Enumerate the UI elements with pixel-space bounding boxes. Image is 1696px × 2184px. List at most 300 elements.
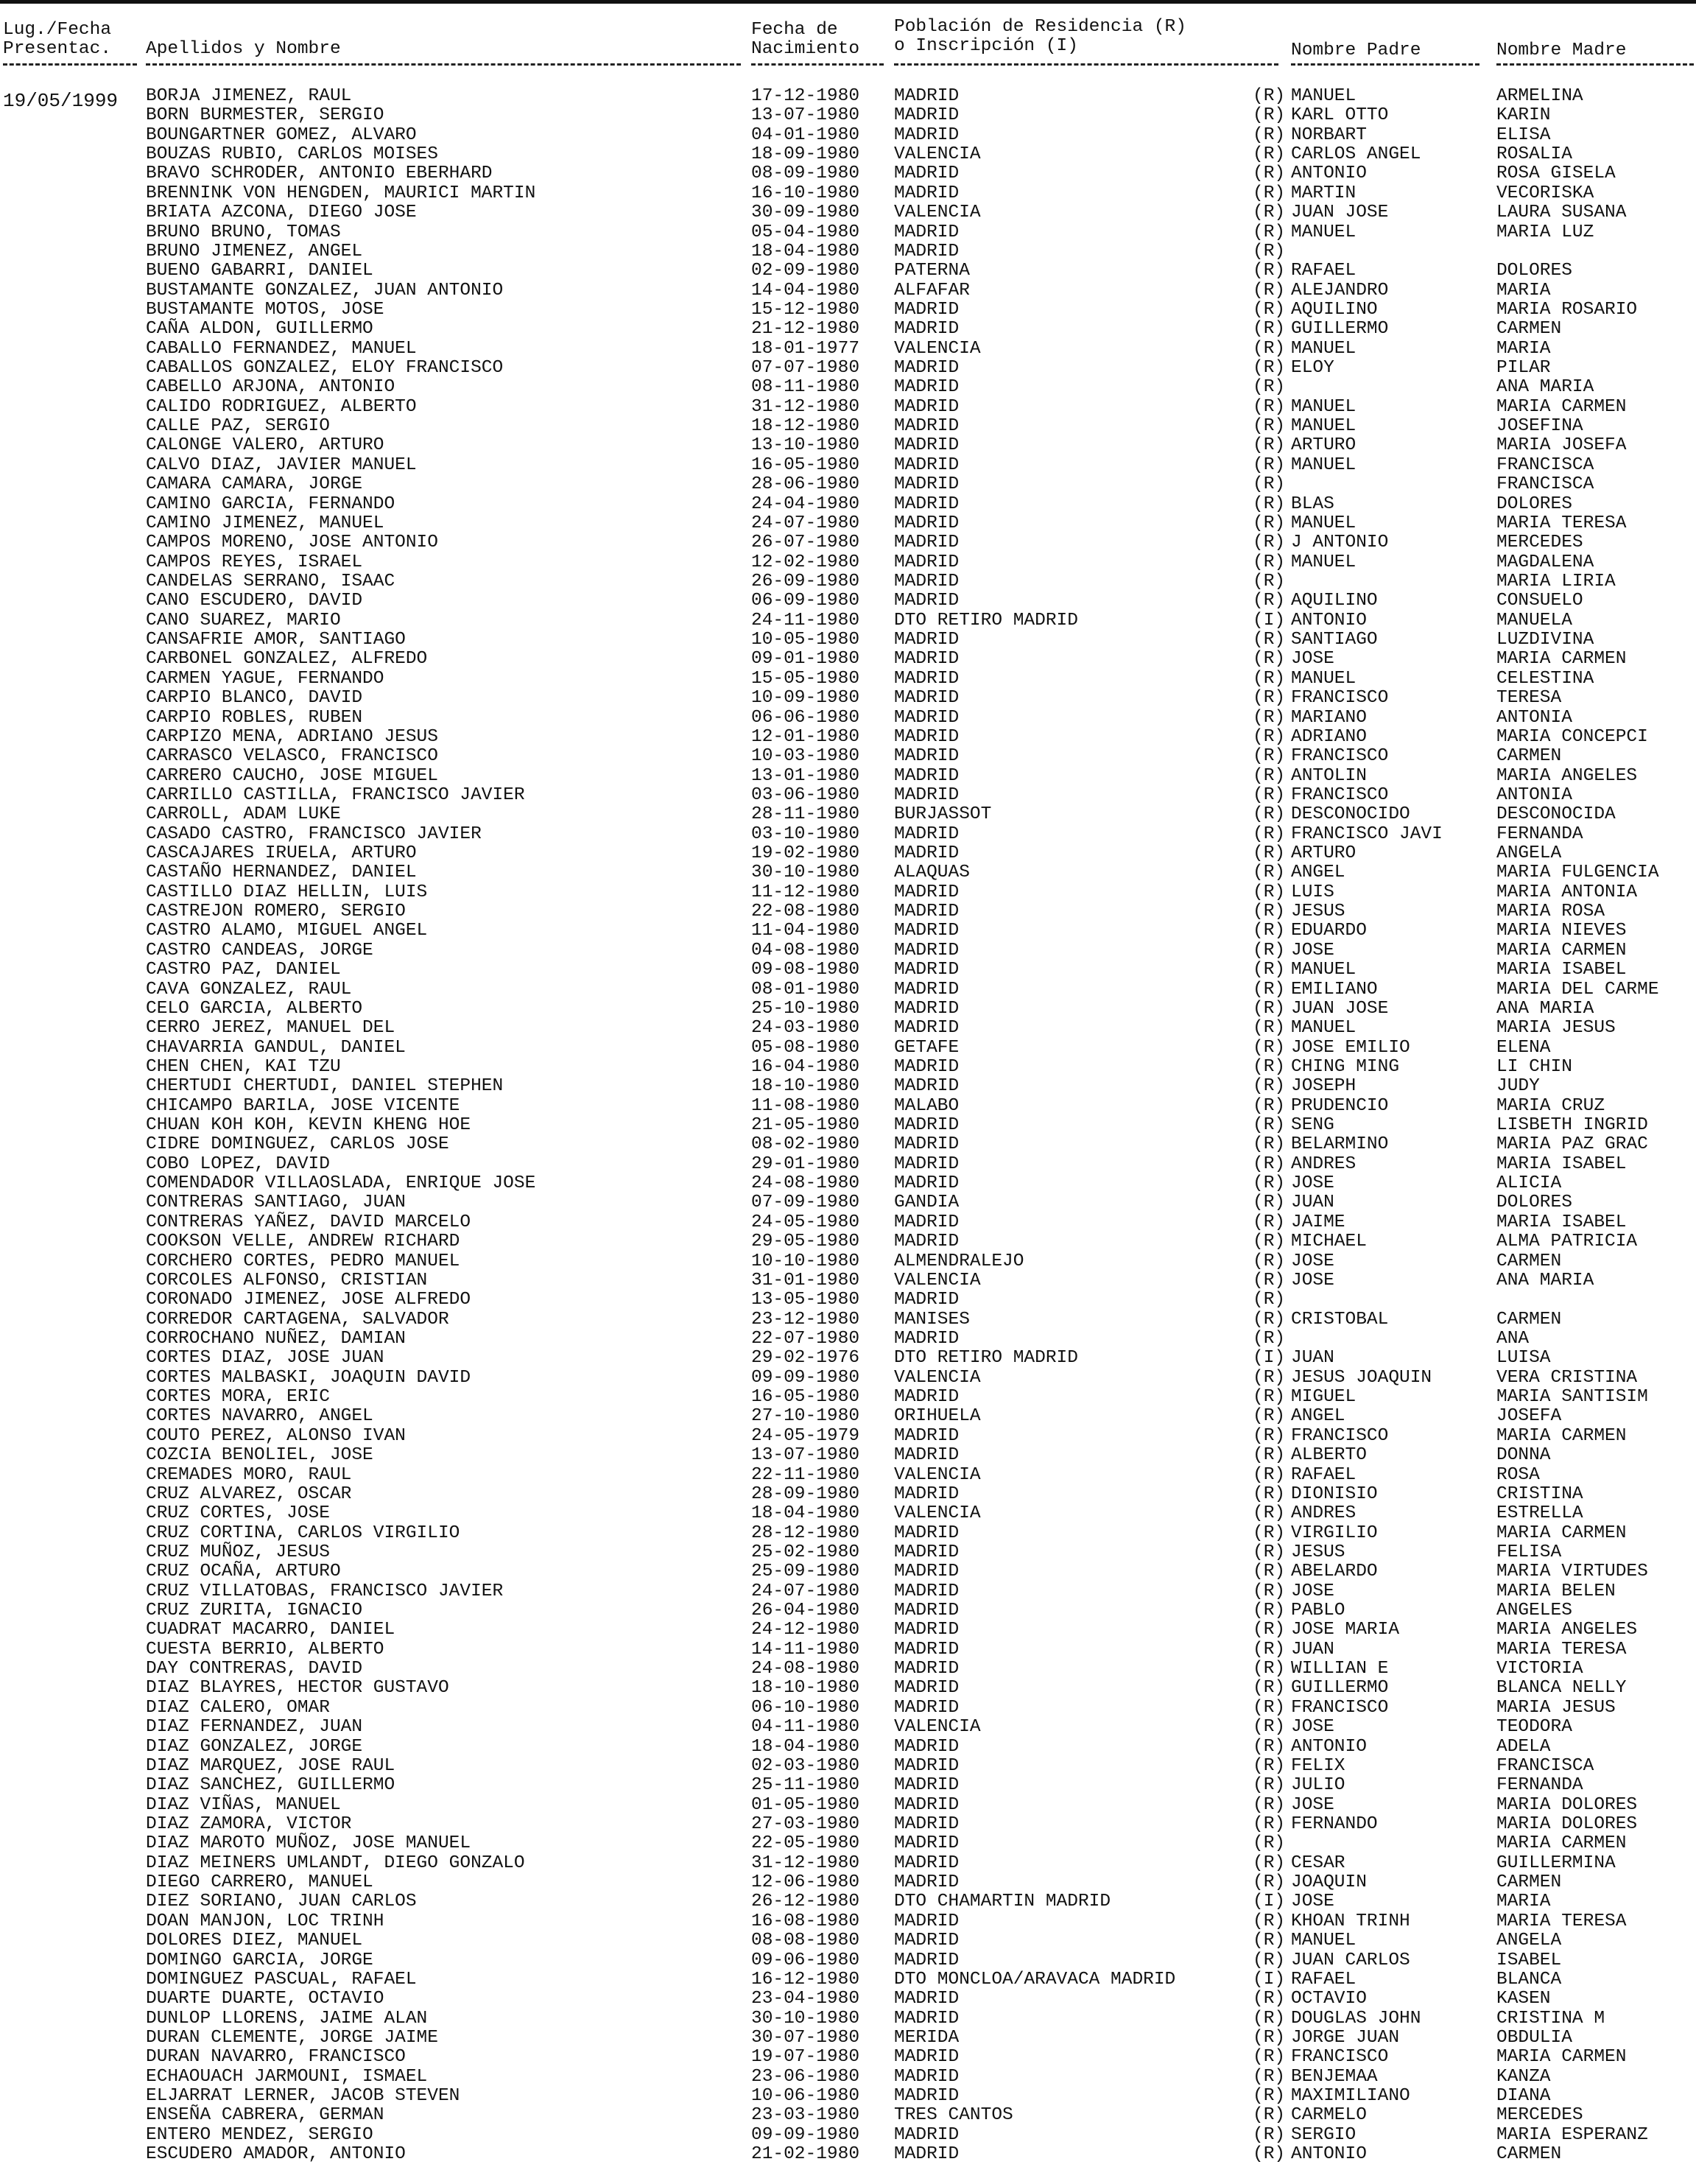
place-cell: MADRID [894, 1931, 960, 1951]
table-row [0, 1524, 1696, 1543]
table-row [0, 320, 1696, 339]
birth-date-cell: 31-01-1980 [751, 1270, 860, 1291]
residence-type-cell: (R) [1253, 1659, 1286, 1679]
residence-type-cell: (R) [1253, 804, 1286, 825]
dash-father [1291, 63, 1479, 66]
full-name-cell: DIAZ MARQUEZ, JOSE RAUL [146, 1755, 395, 1776]
place-cell: ALMENDRALEJO [894, 1251, 1024, 1271]
residence-type-cell: (R) [1253, 1251, 1286, 1271]
father-name-cell: MANUEL [1291, 552, 1357, 572]
table-row [0, 1291, 1696, 1310]
place-cell: MADRID [894, 1387, 960, 1408]
residence-type-cell: (R) [1253, 377, 1286, 398]
father-name-cell: ANDRES [1291, 1503, 1357, 1524]
father-name-cell: KARL OTTO [1291, 105, 1389, 126]
mother-name-cell: ALMA PATRICIA [1496, 1232, 1638, 1252]
birth-date-cell: 25-02-1980 [751, 1542, 860, 1562]
father-name-cell: ARTURO [1291, 435, 1357, 456]
place-cell: MADRID [894, 1697, 960, 1718]
residence-type-cell: (R) [1253, 746, 1286, 767]
father-name-cell: AQUILINO [1291, 591, 1378, 611]
mother-name-cell: OBDULIA [1496, 2027, 1572, 2048]
father-name-cell: MAXIMILIANO [1291, 2086, 1410, 2107]
birth-date-cell: 02-09-1980 [751, 261, 860, 281]
mother-name-cell: MARIA CARMEN [1496, 1833, 1627, 1854]
place-cell: MADRID [894, 1833, 960, 1854]
mother-name-cell: MARIA DOLORES [1496, 1813, 1638, 1834]
father-name-cell: MANUEL [1291, 86, 1357, 106]
father-name-cell: FRANCISCO [1291, 2047, 1389, 2068]
residence-type-cell: (R) [1253, 1813, 1286, 1834]
mother-name-cell: KANZA [1496, 2066, 1551, 2087]
father-name-cell: RAFAEL [1291, 1969, 1357, 1990]
mother-name-cell: DOLORES [1496, 261, 1572, 281]
residence-type-cell: (R) [1253, 1581, 1286, 1601]
birth-date-cell: 01-05-1980 [751, 1794, 860, 1815]
full-name-cell: CABALLO FERNANDEZ, MANUEL [146, 338, 417, 359]
mother-name-cell: CARMEN [1496, 319, 1562, 340]
father-name-cell: MANUEL [1291, 396, 1357, 417]
table-row [0, 184, 1696, 203]
father-name-cell: MARIANO [1291, 707, 1367, 728]
birth-date-cell: 24-12-1980 [751, 1620, 860, 1640]
mother-name-cell: MARIA DEL CARME [1496, 979, 1659, 1000]
table-row [0, 1504, 1696, 1523]
table-row [0, 941, 1696, 961]
father-name-cell: FRANCISCO JAVI [1291, 824, 1443, 844]
mother-name-cell: MARIA CARMEN [1496, 1425, 1627, 1446]
full-name-cell: BUENO GABARRI, DANIEL [146, 261, 373, 281]
mother-name-cell: CRISTINA [1496, 1483, 1583, 1504]
place-cell: MADRID [894, 979, 960, 1000]
mother-name-cell: DESCONOCIDA [1496, 804, 1616, 825]
full-name-cell: CRUZ MUÑOZ, JESUS [146, 1542, 330, 1562]
father-name-cell: JOSEPH [1291, 1076, 1357, 1097]
residence-type-cell: (R) [1253, 1290, 1286, 1310]
place-cell: MADRID [894, 513, 960, 533]
birth-date-cell: 26-09-1980 [751, 571, 860, 591]
full-name-cell: DIAZ BLAYRES, HECTOR GUSTAVO [146, 1678, 449, 1699]
table-row [0, 514, 1696, 533]
header-father: Nombre Padre [1291, 41, 1421, 60]
table-row [0, 1640, 1696, 1660]
place-cell: MADRID [894, 882, 960, 902]
birth-date-cell: 26-07-1980 [751, 533, 860, 553]
residence-type-cell: (R) [1253, 1523, 1286, 1543]
full-name-cell: DOAN MANJON, LOC TRINH [146, 1911, 384, 1931]
birth-date-cell: 25-11-1980 [751, 1775, 860, 1796]
full-name-cell: BUSTAMANTE MOTOS, JOSE [146, 299, 384, 320]
full-name-cell: DURAN CLEMENTE, JORGE JAIME [146, 2027, 438, 2048]
residence-type-cell: (R) [1253, 1620, 1286, 1640]
birth-date-cell: 24-05-1979 [751, 1425, 860, 1446]
full-name-cell: ECHAOUACH JARMOUNI, ISMAEL [146, 2066, 428, 2087]
birth-date-cell: 10-03-1980 [751, 746, 860, 767]
full-name-cell: DIAZ GONZALEZ, JORGE [146, 1736, 363, 1757]
residence-type-cell: (R) [1253, 824, 1286, 844]
father-name-cell: JUAN CARLOS [1291, 1950, 1410, 1970]
birth-date-cell: 21-02-1980 [751, 2144, 860, 2165]
table-row [0, 475, 1696, 494]
mother-name-cell: MANUELA [1496, 610, 1572, 631]
full-name-cell: CANO ESCUDERO, DAVID [146, 591, 363, 611]
birth-date-cell: 23-06-1980 [751, 2066, 860, 2087]
residence-type-cell: (R) [1253, 998, 1286, 1019]
father-name-cell: SANTIAGO [1291, 630, 1378, 650]
residence-type-cell: (R) [1253, 1989, 1286, 2009]
full-name-cell: COZCIA BENOLIEL, JOSE [146, 1445, 373, 1466]
full-name-cell: CORCOLES ALFONSO, CRISTIAN [146, 1270, 428, 1291]
mother-name-cell: CARMEN [1496, 2144, 1562, 2165]
registry-table [0, 87, 1696, 2164]
full-name-cell: ESCUDERO AMADOR, ANTONIO [146, 2144, 406, 2165]
place-cell: MADRID [894, 416, 960, 437]
place-cell: MADRID [894, 921, 960, 941]
table-row [0, 301, 1696, 320]
father-name-cell: JOSE [1291, 1717, 1334, 1738]
place-cell: MADRID [894, 1134, 960, 1155]
birth-date-cell: 25-09-1980 [751, 1562, 860, 1582]
full-name-cell: CORREDOR CARTAGENA, SALVADOR [146, 1309, 449, 1330]
mother-name-cell: FRANCISCA [1496, 474, 1594, 495]
full-name-cell: CUESTA BERRIO, ALBERTO [146, 1639, 384, 1660]
father-name-cell: MICHAEL [1291, 1232, 1367, 1252]
place-cell: MADRID [894, 299, 960, 320]
mother-name-cell: PILAR [1496, 358, 1551, 379]
table-row [0, 1912, 1696, 1931]
birth-date-cell: 28-06-1980 [751, 474, 860, 495]
father-name-cell: DOUGLAS JOHN [1291, 2008, 1421, 2029]
header-mother: Nombre Madre [1496, 41, 1627, 60]
father-name-cell: ANGEL [1291, 1406, 1345, 1427]
table-row [0, 378, 1696, 397]
presentation-date: 19/05/1999 [3, 90, 119, 112]
place-cell: MADRID [894, 1329, 960, 1349]
birth-date-cell: 24-03-1980 [751, 1018, 860, 1039]
table-row [0, 2009, 1696, 2029]
full-name-cell: CALLE PAZ, SERGIO [146, 416, 330, 437]
father-name-cell: JULIO [1291, 1775, 1345, 1796]
residence-type-cell: (R) [1253, 454, 1286, 475]
father-name-cell: MARTIN [1291, 183, 1357, 203]
father-name-cell: MANUEL [1291, 1931, 1357, 1951]
mother-name-cell: ELISA [1496, 124, 1551, 145]
birth-date-cell: 08-02-1980 [751, 1134, 860, 1155]
mother-name-cell: MARIA JOSEFA [1496, 435, 1627, 456]
mother-name-cell: MARIA ISABEL [1496, 960, 1627, 980]
father-name-cell: ANTONIO [1291, 164, 1367, 184]
full-name-cell: CARRILLO CASTILLA, FRANCISCO JAVIER [146, 784, 525, 805]
table-row [0, 1466, 1696, 1485]
mother-name-cell: MARIA NIEVES [1496, 921, 1627, 941]
full-name-cell: BRENNINK VON HENGDEN, MAURICI MARTIN [146, 183, 536, 203]
mother-name-cell: MARIA ANTONIA [1496, 882, 1638, 902]
residence-type-cell: (R) [1253, 1173, 1286, 1194]
full-name-cell: CASTAÑO HERNANDEZ, DANIEL [146, 863, 417, 883]
full-name-cell: BRAVO SCHRODER, ANTONIO EBERHARD [146, 164, 493, 184]
place-cell: MADRID [894, 1523, 960, 1543]
residence-type-cell: (R) [1253, 416, 1286, 437]
place-cell: MADRID [894, 1056, 960, 1077]
mother-name-cell: ANA MARIA [1496, 377, 1594, 398]
residence-type-cell: (R) [1253, 222, 1286, 242]
mother-name-cell: CARMEN [1496, 1872, 1562, 1893]
residence-type-cell: (R) [1253, 1911, 1286, 1931]
residence-type-cell: (R) [1253, 784, 1286, 805]
place-cell: MALABO [894, 1095, 960, 1116]
mother-name-cell: ANGELA [1496, 843, 1562, 864]
mother-name-cell: ISABEL [1496, 1950, 1562, 1970]
residence-type-cell: (R) [1253, 2086, 1286, 2107]
residence-type-cell: (R) [1253, 299, 1286, 320]
table-row [0, 2048, 1696, 2067]
birth-date-cell: 10-06-1980 [751, 2086, 860, 2107]
mother-name-cell: ANTONIA [1496, 707, 1572, 728]
place-cell: MADRID [894, 183, 960, 203]
place-cell: ALAQUAS [894, 863, 970, 883]
mother-name-cell: MARIA ROSA [1496, 902, 1605, 922]
table-row [0, 1039, 1696, 1058]
mother-name-cell: FERNANDA [1496, 1775, 1583, 1796]
table-row [0, 1135, 1696, 1154]
place-cell: MADRID [894, 1911, 960, 1931]
table-row [0, 164, 1696, 183]
residence-type-cell: (R) [1253, 474, 1286, 495]
residence-type-cell: (R) [1253, 1872, 1286, 1893]
residence-type-cell: (R) [1253, 1445, 1286, 1466]
birth-date-cell: 16-05-1980 [751, 1387, 860, 1408]
table-row [0, 825, 1696, 844]
place-cell: MADRID [894, 1425, 960, 1446]
father-name-cell: DIONISIO [1291, 1483, 1378, 1504]
residence-type-cell: (R) [1253, 1755, 1286, 1776]
full-name-cell: ENSEÑA CABRERA, GERMAN [146, 2105, 384, 2126]
full-name-cell: CANSAFRIE AMOR, SANTIAGO [146, 630, 406, 650]
full-name-cell: DIAZ FERNANDEZ, JUAN [146, 1717, 363, 1738]
place-cell: MADRID [894, 454, 960, 475]
father-name-cell: JUAN JOSE [1291, 998, 1389, 1019]
place-cell: MADRID [894, 396, 960, 417]
full-name-cell: DIAZ MEINERS UMLANDT, DIEGO GONZALO [146, 1853, 525, 1873]
full-name-cell: CRUZ ALVAREZ, OSCAR [146, 1483, 352, 1504]
table-row [0, 961, 1696, 980]
table-row [0, 223, 1696, 242]
full-name-cell: CERRO JEREZ, MANUEL DEL [146, 1018, 395, 1039]
birth-date-cell: 07-07-1980 [751, 358, 860, 379]
full-name-cell: CRUZ CORTES, JOSE [146, 1503, 330, 1524]
father-name-cell: JUAN [1291, 1193, 1334, 1213]
residence-type-cell: (R) [1253, 1425, 1286, 1446]
place-cell: GETAFE [894, 1037, 960, 1058]
father-name-cell: FRANCISCO [1291, 1425, 1389, 1446]
table-row [0, 1601, 1696, 1621]
table-row [0, 2029, 1696, 2048]
birth-date-cell: 23-04-1980 [751, 1989, 860, 2009]
birth-date-cell: 18-12-1980 [751, 416, 860, 437]
place-cell: MADRID [894, 1659, 960, 1679]
residence-type-cell: (R) [1253, 358, 1286, 379]
residence-type-cell: (R) [1253, 1232, 1286, 1252]
full-name-cell: CAMINO GARCIA, FERNANDO [146, 494, 395, 514]
table-row [0, 1892, 1696, 1911]
table-row [0, 359, 1696, 378]
birth-date-cell: 18-04-1980 [751, 1503, 860, 1524]
full-name-cell: DIEZ SORIANO, JUAN CARLOS [146, 1892, 417, 1912]
full-name-cell: CORTES MALBASKI, JOAQUIN DAVID [146, 1367, 471, 1388]
table-row [0, 1699, 1696, 1718]
full-name-cell: DUARTE DUARTE, OCTAVIO [146, 1989, 384, 2009]
header-lug-line2: Presentac. [3, 39, 112, 59]
father-name-cell: MANUEL [1291, 513, 1357, 533]
birth-date-cell: 05-04-1980 [751, 222, 860, 242]
table-row [0, 1077, 1696, 1096]
place-cell: MADRID [894, 649, 960, 670]
place-cell: MADRID [894, 2066, 960, 2087]
table-row [0, 572, 1696, 591]
mother-name-cell: FRANCISCA [1496, 454, 1594, 475]
full-name-cell: CAVA GONZALEZ, RAUL [146, 979, 352, 1000]
birth-date-cell: 09-01-1980 [751, 649, 860, 670]
mother-name-cell: DOLORES [1496, 1193, 1572, 1213]
full-name-cell: DIAZ VIÑAS, MANUEL [146, 1794, 341, 1815]
mother-name-cell: LUZDIVINA [1496, 630, 1594, 650]
place-cell: MADRID [894, 668, 960, 689]
father-name-cell: ANTONIO [1291, 1736, 1367, 1757]
father-name-cell: JOSE [1291, 940, 1334, 961]
father-name-cell: FRANCISCO [1291, 1697, 1389, 1718]
birth-date-cell: 08-09-1980 [751, 164, 860, 184]
table-row [0, 1951, 1696, 1970]
place-cell: MADRID [894, 1173, 960, 1194]
mother-name-cell: MARIA ANGELES [1496, 765, 1638, 786]
full-name-cell: COMENDADOR VILLAOSLADA, ENRIQUE JOSE [146, 1173, 536, 1194]
full-name-cell: CORROCHANO NUÑEZ, DAMIAN [146, 1329, 406, 1349]
full-name-cell: CASTRO PAZ, DANIEL [146, 960, 341, 980]
birth-date-cell: 28-12-1980 [751, 1523, 860, 1543]
table-row [0, 398, 1696, 417]
birth-date-cell: 07-09-1980 [751, 1193, 860, 1213]
birth-date-cell: 22-05-1980 [751, 1833, 860, 1854]
residence-type-cell: (R) [1253, 2124, 1286, 2145]
residence-type-cell: (R) [1253, 183, 1286, 203]
mother-name-cell: MARIA ISABEL [1496, 1154, 1627, 1174]
birth-date-cell: 10-05-1980 [751, 630, 860, 650]
place-cell: MADRID [894, 86, 960, 106]
top-rule [0, 0, 1696, 4]
residence-type-cell: (R) [1253, 164, 1286, 184]
birth-date-cell: 22-07-1980 [751, 1329, 860, 1349]
residence-type-cell: (R) [1253, 1794, 1286, 1815]
residence-type-cell: (R) [1253, 688, 1286, 709]
residence-type-cell: (R) [1253, 319, 1286, 340]
father-name-cell: WILLIAN E [1291, 1659, 1389, 1679]
place-cell: DTO CHAMARTIN MADRID [894, 1892, 1111, 1912]
residence-type-cell: (R) [1253, 533, 1286, 553]
father-name-cell: ABELARDO [1291, 1562, 1378, 1582]
table-row [0, 1718, 1696, 1737]
table-row [0, 1058, 1696, 1077]
birth-date-cell: 22-08-1980 [751, 902, 860, 922]
full-name-cell: CONTRERAS YAÑEZ, DAVID MARCELO [146, 1212, 471, 1232]
mother-name-cell: ESTRELLA [1496, 1503, 1583, 1524]
mother-name-cell: MARIA BELEN [1496, 1581, 1616, 1601]
residence-type-cell: (R) [1253, 2008, 1286, 2029]
residence-type-cell: (R) [1253, 1931, 1286, 1951]
mother-name-cell: LISBETH INGRID [1496, 1115, 1648, 1136]
father-name-cell: MANUEL [1291, 454, 1357, 475]
father-name-cell: JOSE [1291, 1173, 1334, 1194]
birth-date-cell: 18-01-1977 [751, 338, 860, 359]
place-cell: MADRID [894, 902, 960, 922]
place-cell: MADRID [894, 1542, 960, 1562]
place-cell: MADRID [894, 1154, 960, 1174]
residence-type-cell: (R) [1253, 494, 1286, 514]
birth-date-cell: 13-07-1980 [751, 1445, 860, 1466]
table-row [0, 2106, 1696, 2125]
mother-name-cell: TEODORA [1496, 1717, 1572, 1738]
place-cell: MERIDA [894, 2027, 960, 2048]
table-row [0, 1330, 1696, 1349]
mother-name-cell: VERA CRISTINA [1496, 1367, 1638, 1388]
birth-date-cell: 26-12-1980 [751, 1892, 860, 1912]
table-row [0, 1116, 1696, 1135]
place-cell: MADRID [894, 1581, 960, 1601]
residence-type-cell: (R) [1253, 571, 1286, 591]
full-name-cell: CARPIO ROBLES, RUBEN [146, 707, 363, 728]
place-cell: MADRID [894, 105, 960, 126]
table-row [0, 1369, 1696, 1388]
residence-type-cell: (R) [1253, 1464, 1286, 1485]
full-name-cell: CORONADO JIMENEZ, JOSE ALFREDO [146, 1290, 471, 1310]
father-name-cell: JOSE [1291, 1581, 1334, 1601]
header-dob-line1: Fecha de [751, 20, 838, 40]
father-name-cell: MIGUEL [1291, 1387, 1357, 1408]
table-row [0, 456, 1696, 475]
place-cell: MADRID [894, 1794, 960, 1815]
place-cell: MADRID [894, 2008, 960, 2029]
place-cell: MADRID [894, 1601, 960, 1621]
residence-type-cell: (R) [1253, 940, 1286, 961]
place-cell: MADRID [894, 1445, 960, 1466]
father-name-cell: ANTONIO [1291, 610, 1367, 631]
table-row [0, 1155, 1696, 1174]
birth-date-cell: 18-09-1980 [751, 144, 860, 165]
table-row [0, 1757, 1696, 1776]
mother-name-cell: MAGDALENA [1496, 552, 1594, 572]
residence-type-cell: (R) [1253, 124, 1286, 145]
full-name-cell: CORTES DIAZ, JOSE JUAN [146, 1348, 384, 1369]
table-row [0, 145, 1696, 164]
table-row [0, 1679, 1696, 1698]
table-row [0, 1854, 1696, 1873]
mother-name-cell: TERESA [1496, 688, 1562, 709]
mother-name-cell: ANGELA [1496, 1931, 1562, 1951]
place-cell: MADRID [894, 358, 960, 379]
place-cell: VALENCIA [894, 203, 981, 223]
place-cell: MADRID [894, 377, 960, 398]
birth-date-cell: 10-10-1980 [751, 1251, 860, 1271]
place-cell: PATERNA [894, 261, 970, 281]
place-cell: MADRID [894, 1678, 960, 1699]
full-name-cell: BOUNGARTNER GOMEZ, ALVARO [146, 124, 417, 145]
full-name-cell: DIEGO CARRERO, MANUEL [146, 1872, 373, 1893]
residence-type-cell: (R) [1253, 1115, 1286, 1136]
father-name-cell: PRUDENCIO [1291, 1095, 1389, 1116]
residence-type-cell: (R) [1253, 668, 1286, 689]
place-cell: MADRID [894, 435, 960, 456]
father-name-cell: JOSE [1291, 649, 1334, 670]
residence-type-cell: (R) [1253, 2144, 1286, 2165]
